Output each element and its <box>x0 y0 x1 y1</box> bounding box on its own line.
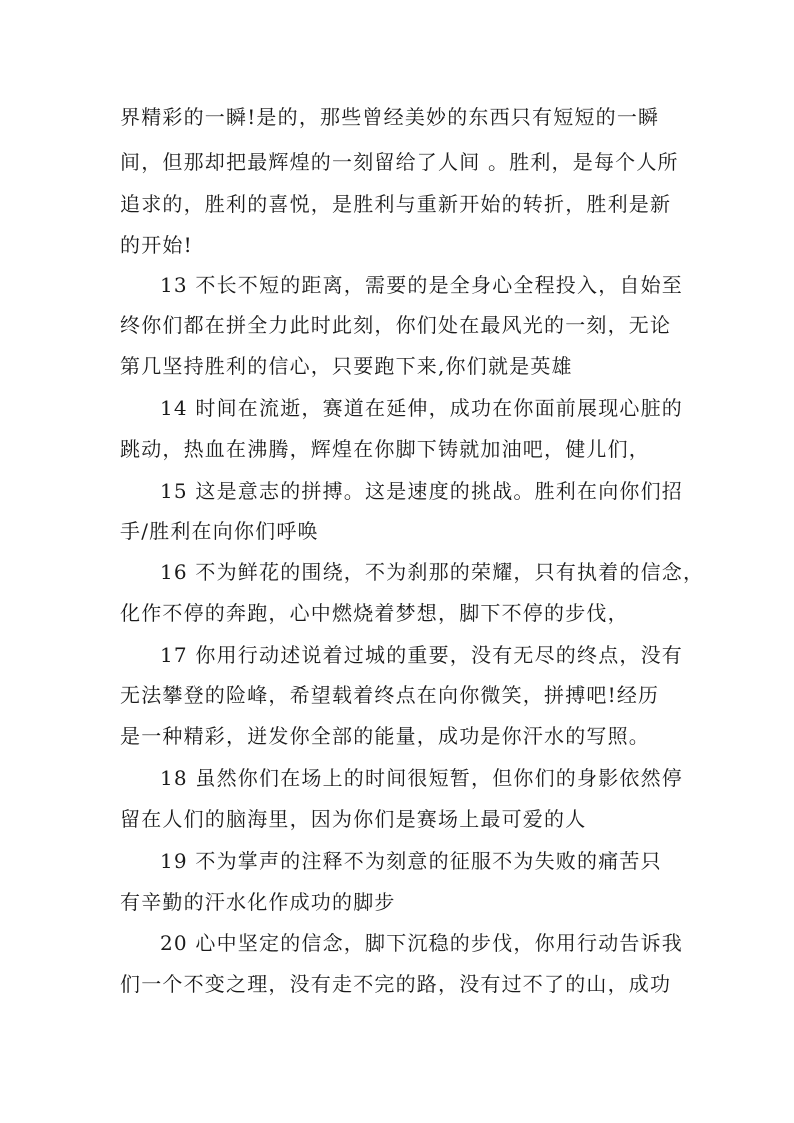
text-line: 界精彩的一瞬!是的，那些曾经美妙的东西只有短短的一瞬 <box>120 105 660 129</box>
text-line: 们一个不变之理，没有走不完的路，没有过不了的山，成功 <box>120 972 672 996</box>
text-line: 追求的，胜利的喜悦，是胜利与重新开始的转折，胜利是新 <box>120 192 672 216</box>
text-line: 有辛勤的汗水化作成功的脚步 <box>120 890 396 914</box>
paragraph-14-line: 14 时间在流逝，赛道在延伸，成功在你面前展现心脏的 <box>160 396 684 420</box>
text-line: 化作不停的奔跑，心中燃烧着梦想，脚下不停的步伐， <box>120 601 629 625</box>
paragraph-16-line: 16 不为鲜花的围绕，不为刹那的荣耀，只有执着的信念， <box>160 560 705 584</box>
paragraph-19-line: 19 不为掌声的注释不为刻意的征服不为失败的痛苦只 <box>160 849 662 873</box>
paragraph-15-line: 15 这是意志的拼搏。这是速度的挑战。胜利在向你们招 <box>160 479 684 503</box>
text-line: 终你们都在拼全力此时此刻，你们处在最风光的一刻，无论 <box>120 313 672 337</box>
text-line: 手/胜利在向你们呼唤 <box>120 519 319 543</box>
text-line: 间，但那却把最辉煌的一刻留给了人间 。胜利，是每个人所 <box>120 150 679 174</box>
text-line: 的开始! <box>120 233 193 257</box>
text-line: 第几坚持胜利的信心，只要跑下来,你们就是英雄 <box>120 354 573 378</box>
text-line: 无法攀登的险峰，希望载着终点在向你微笑，拼搏吧!经历 <box>120 683 660 707</box>
paragraph-18-line: 18 虽然你们在场上的时间很短暂，但你们的身影依然停 <box>160 766 684 790</box>
text-line: 留在人们的脑海里，因为你们是赛场上最可爱的人 <box>120 807 587 831</box>
paragraph-20-line: 20 心中坚定的信念，脚下沉稳的步伐，你用行动告诉我 <box>160 931 684 955</box>
paragraph-17-line: 17 你用行动述说着过城的重要，没有无尽的终点，没有 <box>160 643 684 667</box>
paragraph-13-line: 13 不长不短的距离，需要的是全身心全程投入，自始至 <box>160 273 684 297</box>
text-line: 是一种精彩，迸发你全部的能量，成功是你汗水的写照。 <box>120 724 650 748</box>
text-line: 跳动，热血在沸腾，辉煌在你脚下铸就加油吧，健儿们， <box>120 437 650 461</box>
